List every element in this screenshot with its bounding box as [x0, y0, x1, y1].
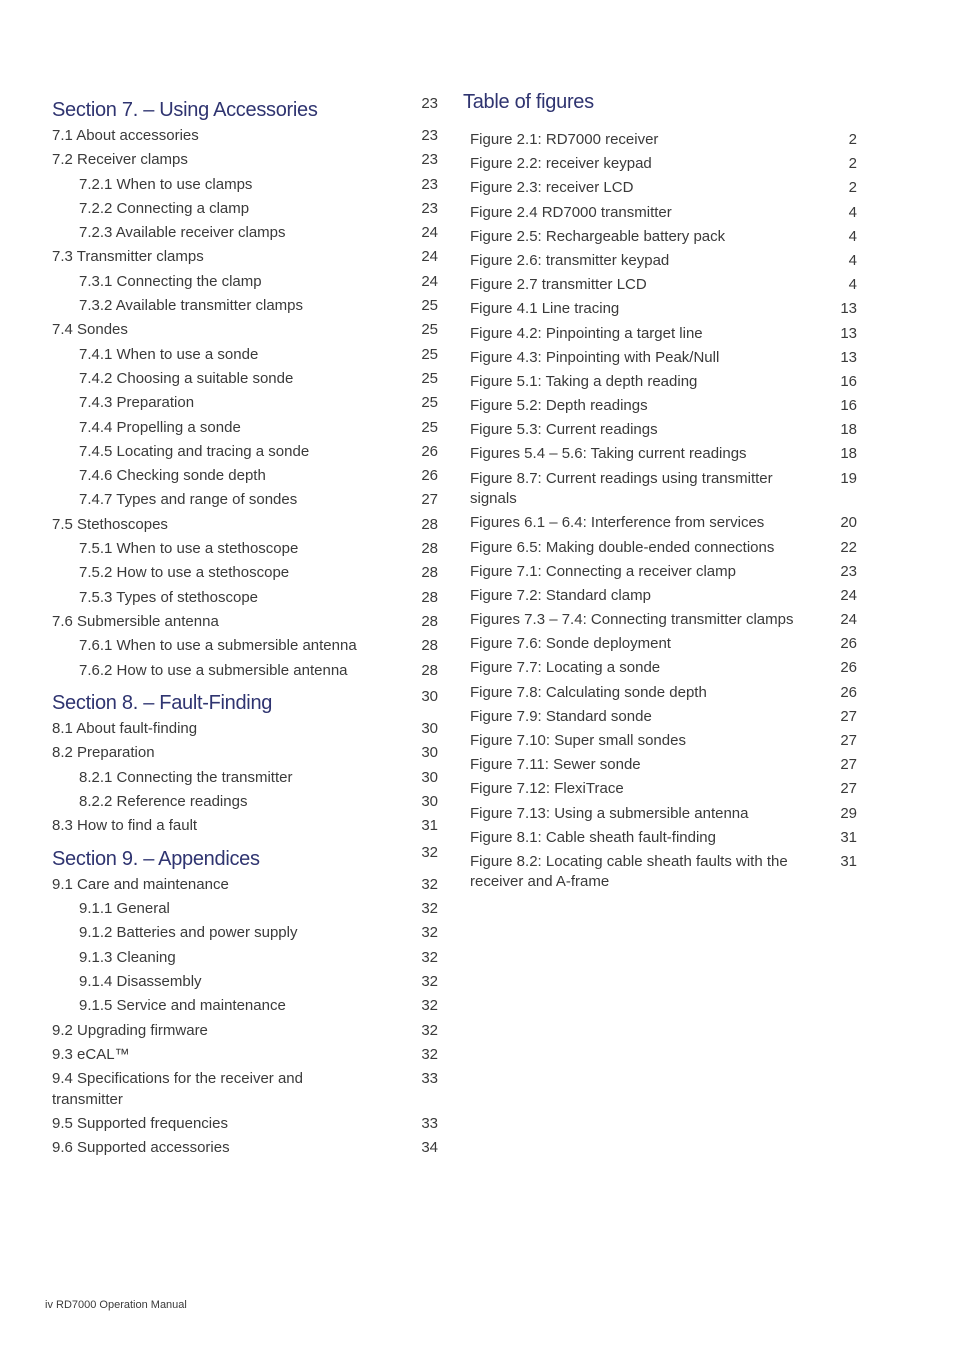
toc-entry[interactable]	[52, 126, 438, 147]
toc-entry-label: 7.6.1 When to use a submersible antenna	[79, 637, 357, 655]
toc-entry-page: 25	[421, 345, 438, 363]
toc-entry-page: 30	[421, 792, 438, 810]
figure-entry[interactable]	[470, 299, 857, 320]
figure-entry[interactable]	[470, 513, 857, 534]
toc-entry-page: 28	[421, 612, 438, 630]
figure-entry[interactable]	[470, 658, 857, 679]
figure-entry[interactable]	[470, 444, 857, 465]
figure-entry[interactable]	[470, 420, 857, 441]
figure-entry-page: 4	[848, 203, 857, 221]
toc-entry[interactable]	[52, 247, 438, 268]
toc-entry[interactable]	[52, 442, 438, 463]
figure-entry[interactable]	[470, 348, 857, 369]
figure-entry[interactable]	[470, 634, 857, 655]
figure-entry[interactable]	[470, 154, 857, 175]
figure-entry[interactable]	[470, 130, 857, 151]
toc-entry[interactable]	[52, 490, 438, 511]
figure-entry-label: Figure 2.1: RD7000 receiver	[470, 131, 659, 148]
toc-entry-page: 28	[421, 661, 438, 679]
toc-entry-label: 8.1 About fault-finding	[52, 720, 198, 738]
toc-entry[interactable]	[52, 175, 438, 196]
figure-entry-label: Figure 2.3: receiver LCD	[470, 179, 634, 197]
toc-entry-page: 23	[421, 199, 438, 217]
toc-entry[interactable]	[52, 369, 438, 390]
figure-entry-label: Figure 7.2: Standard clamp	[470, 586, 651, 604]
figure-entry-label: Figure 7.9: Standard sonde	[470, 707, 652, 725]
toc-entry-page: 32	[421, 1045, 438, 1063]
toc-entry-page: 32	[421, 900, 438, 918]
toc-entry-page: 25	[421, 418, 438, 436]
figure-entry-label: Figure 4.1 Line tracing	[470, 300, 620, 318]
toc-entry[interactable]	[52, 539, 438, 560]
toc-entry-label: 7.5.2 How to use a stethoscope	[79, 564, 290, 582]
toc-entry-label: 7.2.1 When to use clamps	[79, 175, 253, 193]
toc-entry-label: 7.4.5 Locating and tracing a sonde	[79, 442, 310, 460]
toc-entry-label: 7.6 Submersible antenna	[52, 612, 219, 630]
figure-entry[interactable]	[470, 538, 857, 559]
table-of-contents	[52, 94, 438, 1162]
figure-entry-page: 2	[848, 179, 857, 197]
figure-entry[interactable]	[470, 178, 857, 199]
toc-entry-page: 23	[421, 127, 438, 144]
toc-entry[interactable]	[52, 768, 438, 789]
figure-entry-label: Figure 4.3: Pinpointing with Peak/Null	[470, 348, 720, 366]
toc-entry-label: 7.4.3 Preparation	[79, 394, 195, 412]
toc-entry-label: 9.4 Specifications for the receiver and transmitter	[52, 1070, 303, 1108]
toc-entry[interactable]	[52, 345, 438, 366]
figure-entry-page: 27	[840, 780, 857, 798]
figure-entry-label: Figures 5.4 – 5.6: Taking current readings	[470, 445, 747, 463]
toc-entry-label: 7.4.2 Choosing a suitable sonde	[79, 369, 294, 387]
toc-entry-label: 9.1.3 Cleaning	[79, 948, 176, 966]
toc-entry-page: 27	[421, 491, 438, 509]
toc-entry-label: 9.1.2 Batteries and power supply	[79, 924, 298, 942]
toc-entry[interactable]	[52, 393, 438, 414]
toc-entry-label: 7.5.3 Types of stethoscope	[79, 588, 259, 606]
figure-entry-page: 29	[840, 804, 857, 822]
toc-entry-label: 9.3 eCAL™	[52, 1045, 130, 1063]
figure-entry-page: 27	[840, 707, 857, 725]
figure-entry-page: 4	[848, 276, 857, 294]
section-page-number: 32	[421, 843, 438, 861]
figure-entry-label: Figure 2.6: transmitter keypad	[470, 251, 670, 269]
figure-entry[interactable]	[470, 779, 857, 800]
figure-entry[interactable]	[470, 203, 857, 224]
toc-entry-label: 9.1.1 General	[79, 900, 170, 918]
figure-entry[interactable]	[470, 731, 857, 752]
section-title: Section 9. – Appendices	[52, 847, 260, 870]
figure-entry-label: Figure 6.5: Making double-ended connections	[470, 538, 775, 556]
toc-entry[interactable]	[52, 320, 438, 341]
figure-entry-label: Figure 7.10: Super small sondes	[470, 732, 686, 749]
toc-entry[interactable]	[52, 816, 438, 837]
toc-entry-label: 7.4.6 Checking sonde depth	[79, 467, 266, 485]
toc-entry-label: 8.2 Preparation	[52, 744, 155, 762]
figure-entry-page: 31	[840, 828, 857, 846]
figure-entry[interactable]	[470, 275, 857, 296]
toc-entry[interactable]	[52, 923, 438, 944]
section-heading[interactable]	[52, 843, 438, 873]
toc-entry-label: 7.2.2 Connecting a clamp	[79, 199, 250, 217]
figures-list	[463, 130, 857, 893]
toc-entry-page: 25	[421, 297, 438, 315]
toc-entry-label: 7.2 Receiver clamps	[52, 151, 188, 169]
toc-entry[interactable]	[52, 515, 438, 536]
toc-entry[interactable]	[52, 972, 438, 993]
figure-entry-page: 4	[848, 227, 857, 245]
figure-entry-label: Figure 2.4 RD7000 transmitter	[470, 203, 672, 221]
toc-entry-label: 7.3.2 Available transmitter clamps	[79, 297, 303, 315]
figure-entry-page: 18	[840, 445, 857, 463]
toc-entry-label: 7.3.1 Connecting the clamp	[79, 272, 262, 290]
figure-entry-page: 16	[840, 397, 857, 415]
toc-entry-label: 7.3 Transmitter clamps	[52, 248, 204, 266]
toc-entry-label: 7.1 About accessories	[52, 127, 199, 144]
toc-entry-page: 26	[421, 467, 438, 485]
figure-entry-page: 2	[848, 131, 857, 148]
toc-entry-page: 33	[421, 1114, 438, 1132]
toc-entry-label: 9.1.5 Service and maintenance	[79, 997, 286, 1015]
toc-entry-page: 25	[421, 394, 438, 412]
figure-entry[interactable]	[470, 683, 857, 704]
figure-entry-label: Figure 7.6: Sonde deployment	[470, 635, 671, 653]
toc-entry-label: 8.2.1 Connecting the transmitter	[79, 768, 293, 786]
figure-entry-label: Figure 2.2: receiver keypad	[470, 155, 652, 173]
toc-entry[interactable]	[52, 1021, 438, 1042]
figure-entry[interactable]	[470, 755, 857, 776]
toc-entry-page: 32	[421, 875, 438, 893]
figure-entry-label: Figure 2.5: Rechargeable battery pack	[470, 227, 726, 245]
toc-entry-label: 9.6 Supported accessories	[52, 1139, 230, 1157]
figure-entry[interactable]	[470, 372, 857, 393]
toc-entry-label: 9.1 Care and maintenance	[52, 875, 229, 893]
toc-entry[interactable]	[52, 1114, 438, 1135]
figure-entry[interactable]	[470, 586, 857, 607]
figure-entry-page: 13	[840, 300, 857, 318]
toc-entry[interactable]	[52, 875, 438, 896]
toc-entry[interactable]	[52, 719, 438, 740]
figure-entry-page: 19	[840, 469, 857, 487]
figure-entry[interactable]	[470, 324, 857, 345]
figure-entry[interactable]	[470, 227, 857, 248]
figure-entry-label: Figure 5.1: Taking a depth reading	[470, 372, 698, 390]
toc-entry[interactable]	[52, 223, 438, 244]
toc-entry[interactable]	[52, 296, 438, 317]
figure-entry-page: 18	[840, 421, 857, 439]
figure-entry-page: 20	[840, 514, 857, 532]
figure-entry[interactable]	[470, 610, 857, 631]
toc-entry[interactable]	[52, 150, 438, 171]
figure-entry[interactable]	[470, 469, 857, 510]
figure-entry-page: 13	[840, 324, 857, 342]
page-footer: iv RD7000 Operation Manual	[45, 1299, 187, 1311]
figure-entry-label: Figure 7.11: Sewer sonde	[470, 756, 641, 774]
toc-entry-page: 25	[421, 321, 438, 339]
toc-entry-page: 23	[421, 175, 438, 193]
table-of-figures	[463, 88, 857, 897]
toc-entry-label: 7.4.4 Propelling a sonde	[79, 418, 241, 436]
figure-entry[interactable]	[470, 396, 857, 417]
toc-entry-page: 23	[421, 151, 438, 169]
figure-entry[interactable]	[470, 251, 857, 272]
figure-entry-label: Figure 7.7: Locating a sonde	[470, 659, 661, 677]
toc-entry-page: 24	[421, 248, 438, 266]
figure-entry-label: Figure 4.2: Pinpointing a target line	[470, 324, 703, 342]
figure-entry-label: Figures 7.3 – 7.4: Connecting transmitter clamps	[470, 611, 794, 629]
figure-entry-page: 26	[840, 659, 857, 677]
section-title: Section 8. – Fault-Finding	[52, 692, 273, 715]
toc-entry[interactable]	[52, 563, 438, 584]
figure-entry-label: Figure 2.7 transmitter LCD	[470, 276, 647, 294]
toc-entry-page: 26	[421, 442, 438, 460]
toc-entry-page: 28	[421, 515, 438, 533]
toc-entry-label: 7.4.1 When to use a sonde	[79, 345, 259, 363]
section-page-number: 30	[421, 688, 438, 706]
toc-entry[interactable]	[52, 199, 438, 220]
figure-entry-page: 13	[840, 348, 857, 366]
figure-entry-label: Figure 5.2: Depth readings	[470, 397, 648, 415]
figure-entry[interactable]	[470, 852, 857, 893]
figure-entry-label: Figure 7.13: Using a submersible antenna	[470, 804, 749, 822]
figure-entry-page: 31	[840, 852, 857, 870]
figure-entry-page: 22	[840, 538, 857, 556]
toc-entry-label: 7.5.1 When to use a stethoscope	[79, 540, 299, 558]
figure-entry-page: 16	[840, 372, 857, 390]
toc-entry-page: 33	[421, 1070, 438, 1088]
toc-entry-page: 28	[421, 637, 438, 655]
figure-entry-page: 27	[840, 732, 857, 749]
figure-entry[interactable]	[470, 707, 857, 728]
figure-entry-page: 24	[840, 611, 857, 629]
toc-entry-page: 32	[421, 948, 438, 966]
figure-entry-label: Figure 8.1: Cable sheath fault-finding	[470, 828, 716, 846]
toc-entry[interactable]	[52, 792, 438, 813]
toc-entry-label: 7.4 Sondes	[52, 321, 128, 339]
figure-entry-page: 26	[840, 635, 857, 653]
toc-entry-label: 8.2.2 Reference readings	[79, 792, 248, 810]
toc-entry-page: 30	[421, 768, 438, 786]
figure-entry-label: Figure 7.8: Calculating sonde depth	[470, 683, 707, 701]
figure-entry-label: Figure 8.7: Current readings using transmitter signals	[470, 469, 773, 508]
toc-entry-page: 24	[421, 224, 438, 242]
toc-entry-label: 7.4.7 Types and range of sondes	[79, 491, 298, 509]
toc-entry[interactable]	[52, 743, 438, 764]
toc-entry[interactable]	[52, 1069, 438, 1110]
toc-entry-page: 28	[421, 540, 438, 558]
toc-entry-label: 9.5 Supported frequencies	[52, 1114, 228, 1132]
figure-entry-page: 24	[840, 586, 857, 604]
toc-entry-page: 30	[421, 720, 438, 738]
figure-entry-label: Figure 5.3: Current readings	[470, 421, 658, 439]
section-heading[interactable]	[52, 687, 438, 717]
figure-entry-page: 4	[848, 251, 857, 269]
figures-title: Table of figures	[463, 91, 594, 113]
toc-entry-label: 9.1.4 Disassembly	[79, 972, 202, 990]
figure-entry-label: Figure 7.12: FlexiTrace	[470, 780, 624, 798]
toc-entry[interactable]	[52, 466, 438, 487]
toc-entry-page: 25	[421, 369, 438, 387]
figure-entry[interactable]	[470, 804, 857, 825]
toc-entry-label: 8.3 How to find a fault	[52, 817, 198, 835]
toc-entry[interactable]	[52, 948, 438, 969]
toc-entry[interactable]	[52, 612, 438, 633]
toc-entry-page: 32	[421, 997, 438, 1015]
figure-entry-label: Figure 8.2: Locating cable sheath faults with the receiver and A-frame	[470, 852, 788, 891]
figure-entry-label: Figures 6.1 – 6.4: Interference from services	[470, 514, 765, 532]
toc-entry[interactable]	[52, 1045, 438, 1066]
toc-entry-label: 7.6.2 How to use a submersible antenna	[79, 661, 348, 679]
figure-entry-page: 23	[840, 562, 857, 580]
figure-entry-page: 27	[840, 756, 857, 774]
toc-entry[interactable]	[52, 588, 438, 609]
toc-entry[interactable]	[52, 418, 438, 439]
toc-entry-label: 7.5 Stethoscopes	[52, 515, 168, 533]
toc-entry[interactable]	[52, 636, 438, 657]
toc-entry[interactable]	[52, 899, 438, 920]
toc-entry-page: 28	[421, 588, 438, 606]
section-page-number: 23	[421, 95, 438, 112]
toc-entry[interactable]	[52, 996, 438, 1017]
toc-entry-label: 7.2.3 Available receiver clamps	[79, 224, 286, 242]
toc-entry[interactable]	[52, 272, 438, 293]
figure-entry-page: 2	[848, 155, 857, 173]
toc-entry-label: 9.2 Upgrading firmware	[52, 1021, 208, 1039]
toc-entry-page: 32	[421, 924, 438, 942]
toc-entry-page: 32	[421, 1021, 438, 1039]
toc-entry[interactable]	[52, 661, 438, 682]
figure-entry-page: 26	[840, 683, 857, 701]
figure-entry[interactable]	[470, 562, 857, 583]
toc-entry-page: 24	[421, 272, 438, 290]
section-title: Section 7. – Using Accessories	[52, 99, 318, 121]
toc-entry[interactable]	[52, 1138, 438, 1159]
toc-entry-page: 32	[421, 972, 438, 990]
section-heading[interactable]	[52, 94, 438, 124]
figure-entry[interactable]	[470, 828, 857, 849]
figure-entry-label: Figure 7.1: Connecting a receiver clamp	[470, 562, 736, 580]
toc-entry-page: 28	[421, 564, 438, 582]
toc-entry-page: 30	[421, 744, 438, 762]
toc-entry-page: 31	[421, 817, 438, 835]
toc-entry-page: 34	[421, 1139, 438, 1157]
